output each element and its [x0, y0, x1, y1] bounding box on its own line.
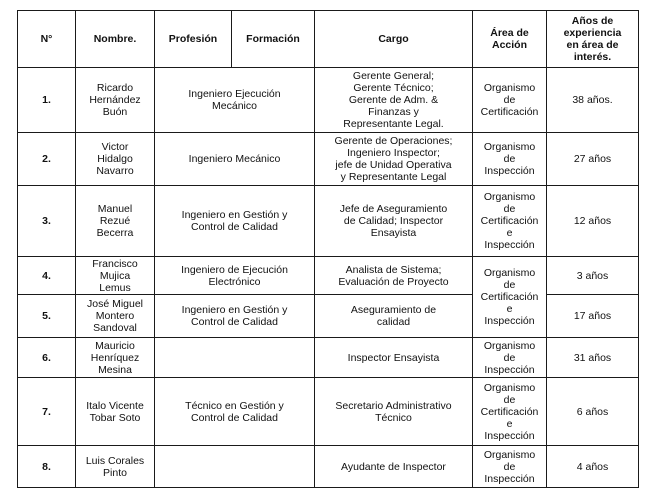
- header-profesion: Profesión: [155, 11, 232, 68]
- table-row: [18, 257, 639, 295]
- cell-nombre: Mauricio Henríquez Mesina: [76, 338, 155, 378]
- cell-profesion: Ingeniero Mecánico: [155, 133, 315, 186]
- cell-area: Organismo de Certificación e Inspección: [473, 186, 547, 257]
- cell-profesion: Ingeniero de Ejecución Electrónico: [155, 257, 315, 295]
- cell-nombre: Ricardo Hernández Buón: [76, 68, 155, 133]
- cell-anos: 3 años: [547, 257, 639, 295]
- cell-cargo: Inspector Ensayista: [315, 338, 473, 378]
- header-nombre: Nombre.: [76, 11, 155, 68]
- cell-n: 3.: [18, 186, 76, 257]
- cell-n: 5.: [18, 295, 76, 338]
- cell-anos: 38 años.: [547, 68, 639, 133]
- cell-anos: 31 años: [547, 338, 639, 378]
- cell-cargo: Gerente de Operaciones; Ingeniero Inspector; jefe de Unidad Operativa y Representante Legal: [315, 133, 473, 186]
- cell-profesion: [155, 338, 315, 378]
- table-row: [18, 378, 639, 446]
- cell-anos: 17 años: [547, 295, 639, 338]
- cell-anos: 12 años: [547, 186, 639, 257]
- cell-anos: 27 años: [547, 133, 639, 186]
- cell-area: Organismo de Certificación e Inspección: [473, 257, 547, 338]
- cell-profesion: Ingeniero en Gestión y Control de Calidad: [155, 186, 315, 257]
- cell-profesion: Ingeniero en Gestión y Control de Calidad: [155, 295, 315, 338]
- header-row: [18, 11, 639, 68]
- cell-n: 6.: [18, 338, 76, 378]
- table-row: [18, 446, 639, 488]
- cell-profesion: [155, 446, 315, 488]
- cell-anos: 6 años: [547, 378, 639, 446]
- table-row: [18, 133, 639, 186]
- header-n: N°: [18, 11, 76, 68]
- cell-profesion: Técnico en Gestión y Control de Calidad: [155, 378, 315, 446]
- cell-cargo: Secretario Administrativo Técnico: [315, 378, 473, 446]
- cell-cargo: Analista de Sistema; Evaluación de Proyecto: [315, 257, 473, 295]
- cell-nombre: Francisco Mujica Lemus: [76, 257, 155, 295]
- cell-cargo: Jefe de Aseguramiento de Calidad; Inspector Ensayista: [315, 186, 473, 257]
- cell-n: 8.: [18, 446, 76, 488]
- table-row: [18, 186, 639, 257]
- header-anos: Años de experiencia en área de interés.: [547, 11, 639, 68]
- cell-area: Organismo de Inspección: [473, 446, 547, 488]
- header-formacion: Formación: [232, 11, 315, 68]
- header-cargo: Cargo: [315, 11, 473, 68]
- cell-anos: 4 años: [547, 446, 639, 488]
- cell-nombre: Manuel Rezué Becerra: [76, 186, 155, 257]
- cell-cargo: Aseguramiento de calidad: [315, 295, 473, 338]
- cell-area: Organismo de Inspección: [473, 133, 547, 186]
- cell-n: 1.: [18, 68, 76, 133]
- cell-n: 7.: [18, 378, 76, 446]
- cell-area: Organismo de Certificación: [473, 68, 547, 133]
- cell-profesion: Ingeniero Ejecución Mecánico: [155, 68, 315, 133]
- table-row: [18, 338, 639, 378]
- cell-n: 4.: [18, 257, 76, 295]
- cell-nombre: Victor Hidalgo Navarro: [76, 133, 155, 186]
- cell-area: Organismo de Inspección: [473, 338, 547, 378]
- cell-nombre: José Miguel Montero Sandoval: [76, 295, 155, 338]
- header-area: Área de Acción: [473, 11, 547, 68]
- cell-cargo: Ayudante de Inspector: [315, 446, 473, 488]
- cell-nombre: Italo Vicente Tobar Soto: [76, 378, 155, 446]
- cell-n: 2.: [18, 133, 76, 186]
- table-row: [18, 68, 639, 133]
- cell-cargo: Gerente General; Gerente Técnico; Gerente de Adm. & Finanzas y Representante Legal.: [315, 68, 473, 133]
- cell-area: Organismo de Certificación e Inspección: [473, 378, 547, 446]
- cell-nombre: Luis Corales Pinto: [76, 446, 155, 488]
- personnel-table: [17, 10, 639, 488]
